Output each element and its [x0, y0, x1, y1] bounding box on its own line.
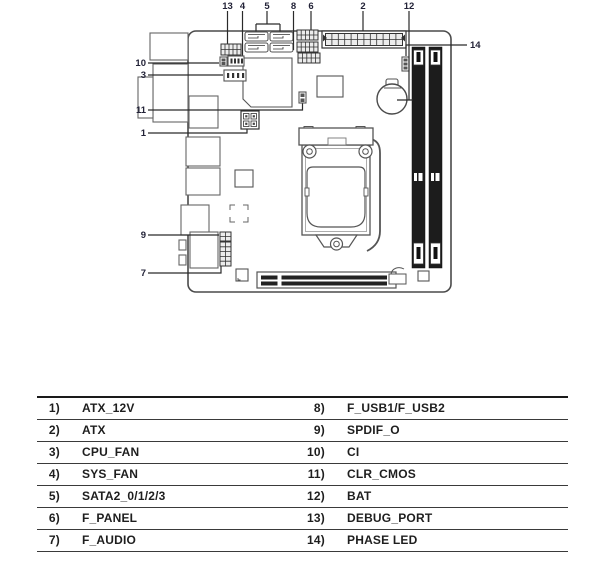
callout-4-label: 4 — [239, 1, 246, 12]
dimm-slot-2 — [429, 47, 442, 268]
callout-10-label: 10 — [135, 58, 146, 69]
pcie-latch — [389, 274, 406, 284]
legend-row — [37, 420, 568, 442]
sata-port — [270, 32, 293, 41]
legend-item-number: 3) — [48, 445, 60, 459]
leader-5 — [256, 11, 280, 32]
atx-24pin-connector — [322, 31, 406, 48]
onboard-component — [418, 271, 429, 281]
callout-1-label: 1 — [140, 128, 146, 139]
legend-item-label: F_PANEL — [82, 511, 138, 525]
spdif-header — [220, 232, 231, 241]
f-panel-header — [297, 30, 318, 40]
legend-item-label: PHASE LED — [347, 533, 418, 547]
legend-item-label: SATA2_0/1/2/3 — [82, 489, 166, 503]
legend-item-number: 9) — [313, 423, 325, 437]
legend-item-number: 2) — [48, 423, 60, 437]
clr-cmos-jumper — [299, 92, 306, 103]
legend-item-number: 7) — [48, 533, 60, 547]
atx-12v-connector — [241, 111, 259, 129]
connector-legend-table — [37, 396, 568, 552]
sata-port — [245, 32, 268, 41]
legend-row — [37, 464, 568, 486]
legend-item-number: 4) — [48, 467, 60, 481]
legend-item-number: 5) — [48, 489, 60, 503]
legend-item-number: 10) — [307, 445, 325, 459]
ci-jumper — [220, 57, 227, 66]
onboard-component — [236, 269, 248, 281]
legend-item-label: DEBUG_PORT — [347, 511, 433, 525]
callout-12-label: 12 — [403, 1, 415, 12]
callout-3-label: 3 — [140, 70, 146, 81]
callout-11-label: 11 — [135, 105, 146, 116]
legend-item-number: 1) — [48, 401, 60, 415]
callout-2-label: 2 — [360, 1, 366, 12]
cpu-socket — [299, 127, 380, 252]
sys-fan-header — [228, 56, 244, 66]
audio-jack-nub — [179, 255, 186, 265]
callout-8-label: 8 — [290, 1, 297, 12]
legend-item-label: ATX — [82, 423, 106, 437]
legend-item-label: F_AUDIO — [82, 533, 137, 547]
legend-item-number: 12) — [307, 489, 325, 503]
legend-row — [37, 508, 568, 530]
cpu-area — [307, 167, 365, 227]
cpu-fan-header — [224, 70, 246, 81]
legend-item-label: BAT — [347, 489, 372, 503]
debug-port-header — [221, 44, 241, 55]
legend-row — [37, 486, 568, 508]
phase-led — [402, 57, 409, 71]
audio-jack-nub — [179, 240, 186, 250]
legend-item-label: CLR_CMOS — [347, 467, 416, 481]
legend-item-label: F_USB1/F_USB2 — [347, 401, 445, 415]
legend-item-label: SPDIF_O — [347, 423, 400, 437]
sata-port — [270, 43, 293, 52]
callout-7-label: 7 — [140, 268, 146, 279]
legend-item-number: 8) — [313, 401, 325, 415]
legend-item-label: SYS_FAN — [82, 467, 139, 481]
callout-13-label: 13 — [222, 1, 233, 12]
sata-port — [245, 43, 268, 52]
legend-row — [37, 530, 568, 552]
chipset — [243, 58, 292, 107]
f-usb-headers — [297, 42, 320, 63]
legend-item-label: CPU_FAN — [82, 445, 140, 459]
legend-item-number: 11) — [307, 467, 325, 481]
legend-row — [37, 442, 568, 464]
callout-5-label: 5 — [264, 1, 270, 12]
dimm-slot-1 — [412, 47, 425, 268]
callout-9-label: 9 — [140, 230, 146, 241]
legend-row — [37, 398, 568, 420]
legend-item-number: 6) — [48, 511, 60, 525]
legend-item-number: 13) — [307, 511, 325, 525]
onboard-chip — [235, 170, 253, 187]
f-audio-header — [220, 242, 231, 266]
legend-item-label: ATX_12V — [82, 401, 135, 415]
legend-item-number: 14) — [307, 533, 325, 547]
onboard-chip — [317, 76, 343, 97]
legend-item-label: CI — [347, 445, 360, 459]
callout-14-label: 14 — [470, 40, 481, 51]
callout-6-label: 6 — [308, 1, 314, 12]
